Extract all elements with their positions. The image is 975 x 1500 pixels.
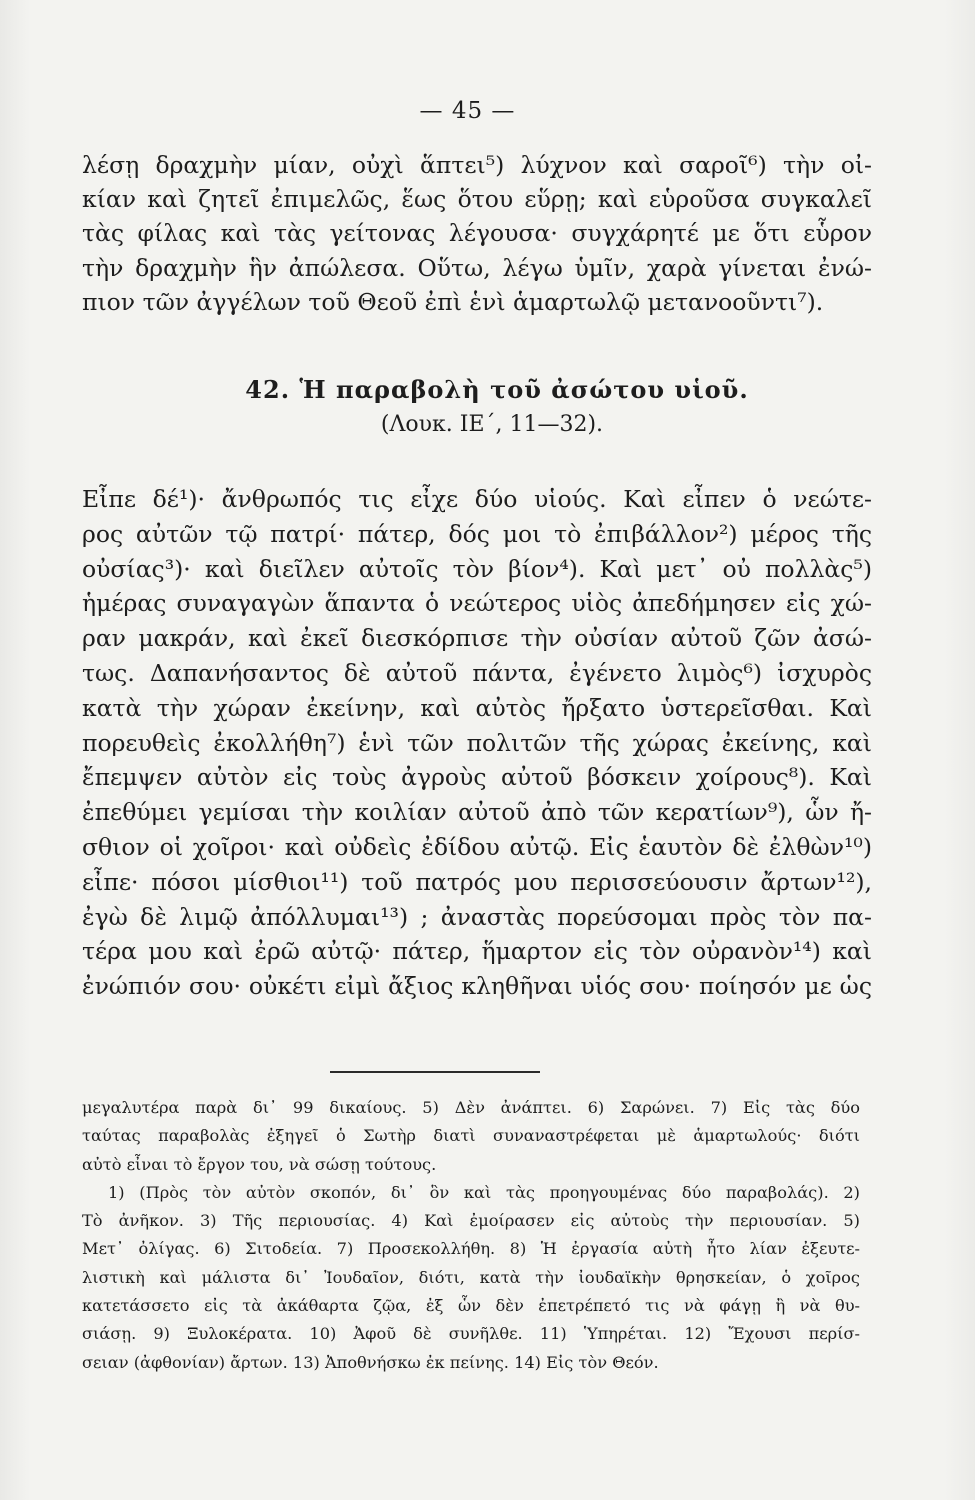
text-line: πιον τῶν ἀγγέλων τοῦ Θεοῦ ἐπὶ ἑνὶ ἁμαρτωλῷ μετανοοῦντι⁷). [82,287,824,316]
text-line: Εἶπε δέ¹)· ἄνθρωπός τις εἶχε δύο υἱούς. Καὶ εἶπεν ὁ νεώτε- [82,485,872,513]
text-line: τὴν δραχμὴν ἣν ἀπώλεσα. Οὕτω, λέγω ὑμῖν, χαρὰ γίνεται ἐνώ- [82,253,872,282]
text-line: σθιον οἱ χοῖροι· καὶ οὐδεὶς ἐδίδου αὐτῷ. Εἰς ἑαυτὸν δὲ ἐλθὼν¹⁰) [82,832,872,861]
text-line: κατὰ τὴν χώραν ἐκείνην, καὶ αὐτὸς ἤρξατο ὑστερεῖσθαι. Καὶ [82,693,872,722]
text-line: ραν μακράν, καὶ ἐκεῖ διεσκόρπισε τὴν οὐσίαν αὐτοῦ ζῶν ἀσώ- [82,624,872,653]
text-line: ἔπεμψεν αὐτὸν εἰς τοὺς ἀγροὺς αὐτοῦ βόσκειν χοίρους⁸). Καὶ [82,763,872,792]
text-line: τέρα μου καὶ ἐρῶ αὐτῷ· πάτερ, ἥμαρτον εἰς τὸν οὐρανὸν¹⁴) καὶ [82,937,872,966]
text-line: ἐγὼ δὲ λιμῷ ἀπόλλυμαι¹³) ; ἀναστὰς πορεύσομαι πρὸς τὸν πα- [82,902,872,931]
footnote-line: Τὸ ἀνῆκον. 3) Τῆς περιουσίας. 4) Καὶ ἐμοίρασεν εἰς αὐτοὺς τὴν περιουσίαν. 5) [82,1211,860,1231]
intro-paragraph [82,148,872,319]
body-paragraph [82,482,872,1004]
text-line: λέσῃ δραχμὴν μίαν, οὐχὶ ἅπτει⁵) λύχνον καὶ σαροῖ⁶) τὴν οἰ- [82,151,872,179]
footnote-line: κατετάσσετο εἰς τὰ ἀκάθαρτα ζῷα, ἐξ ὧν δὲν ἐπετρέπετό τις νὰ φάγῃ ἢ νὰ θυ- [82,1296,860,1316]
text-line: πορευθεὶς ἐκολλήθη⁷) ἑνὶ τῶν πολιτῶν τῆς χώρας ἐκείνης, καὶ [82,728,872,757]
footnote-line: Μετ᾽ ὀλίγας. 6) Σιτοδεία. 7) Προσεκολλήθη. 8) Ἡ ἐργασία αὐτὴ ἦτο λίαν ἐξευτε- [82,1239,860,1259]
text-line: ρος αὐτῶν τῷ πατρί· πάτερ, δός μοι τὸ ἐπιβάλλον²) μέρος τῆς [82,519,872,548]
footnote-line: μεγαλυτέρα παρὰ δι᾽ 99 δικαίους. 5) Δὲν ἀνάπτει. 6) Σαρώνει. 7) Εἰς τὰς δύο [82,1098,860,1117]
section-header [82,372,872,442]
footnotes [82,1094,860,1377]
footnote-line: 1) (Πρὸς τὸν αὐτὸν σκοπόν, δι᾽ ὃν καὶ τὰς προηγουμένας δύο παραβολάς). 2) [108,1182,860,1202]
text-line: οὐσίας³)· καὶ διεῖλεν αὐτοῖς τὸν βίον⁴). Καὶ μετ᾽ οὐ πολλὰς⁵) [82,554,872,583]
section-reference: (Λουκ. ΙΕ΄, 11—32). [380,412,604,437]
footnote-line: ταύτας παραβολὰς ἐξηγεῖ ὁ Σωτὴρ διατὶ συναναστρέφεται μὲ ἁμαρτωλούς· διότι [82,1126,860,1146]
footnote-line: σιάσῃ. 9) Ξυλοκέρατα. 10) Ἀφοῦ δὲ συνῆλθε. 11) Ὑπηρέται. 12) Ἔχουσι περίσ- [82,1324,860,1344]
text-line: τὰς φίλας καὶ τὰς γείτονας λέγουσα· συγχάρητέ με ὅτι εὗρον [82,219,872,248]
text-line: ἡμέρας συναγαγὼν ἅπαντα ὁ νεώτερος υἱὸς ἀπεδήμησεν εἰς χώ- [82,589,872,618]
text-line: ἐνώπιόν σου· οὐκέτι εἰμὶ ἄξιος κληθῆναι υἱός σου· ποίησόν με ὡς [82,972,872,1001]
page-number: — 45 — [419,98,516,124]
footnote-line: σειαν (ἀφθονίαν) ἄρτων. 13) Ἀποθνήσκω ἐκ πείνης. 14) Εἰς τὸν Θεόν. [82,1352,659,1372]
text-line: ἐπεθύμει γεμίσαι τὴν κοιλίαν αὐτοῦ ἀπὸ τῶν κερατίων⁹), ὧν ἤ- [82,798,872,827]
text-line: εἶπε· πόσοι μίσθιοι¹¹) τοῦ πατρός μου περισσεύουσιν ἄρτων¹²), [82,867,872,896]
footnote-line: αὐτὸ εἶναι τὸ ἔργον του, νὰ σώσῃ τούτους. [82,1154,437,1174]
text-line: τως. Δαπανήσαντος δὲ αὐτοῦ πάντα, ἐγένετο λιμὸς⁶) ἰσχυρὸς [82,658,872,687]
section-heading: 42. Ἡ παραβολὴ τοῦ ἀσώτου υἱοῦ. [245,375,749,404]
text-line: κίαν καὶ ζητεῖ ἐπιμελῶς, ἕως ὅτου εὕρῃ; καὶ εὑροῦσα συγκαλεῖ [82,185,872,214]
footnote-line: λιστικὴ καὶ μάλιστα δι᾽ Ἰουδαῖον, διότι, κατὰ τὴν ἰουδαϊκὴν θρησκείαν, ὁ χοῖρος [82,1267,860,1287]
footnote-divider [330,1071,540,1073]
